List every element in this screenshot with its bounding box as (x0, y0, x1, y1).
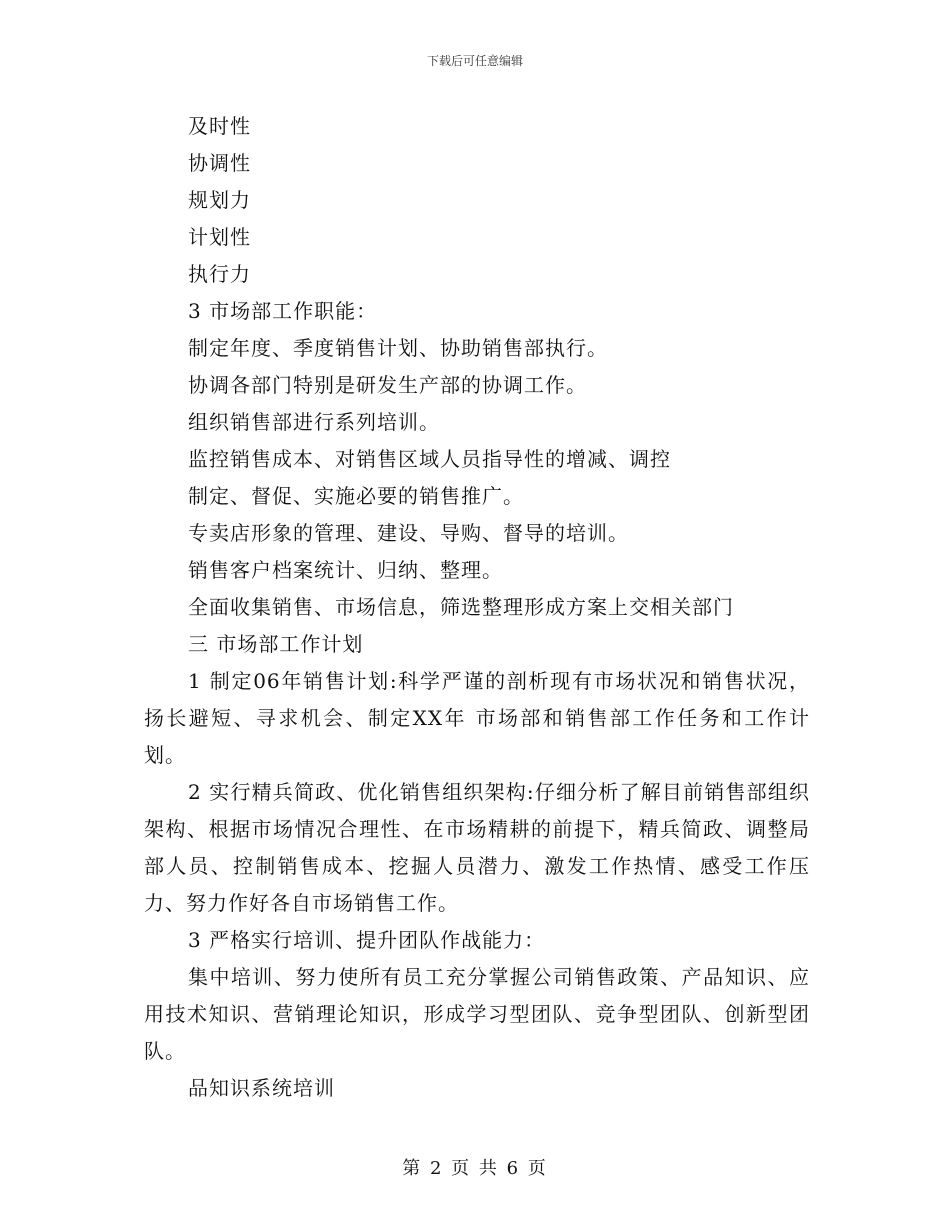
list-line: 制定年度、季度销售计划、协助销售部执行。 (188, 336, 608, 360)
list-line: 监控销售成本、对销售区域人员指导性的增减、调控 (188, 447, 671, 471)
paragraph: 集中培训、努力使所有员工充分掌握公司销售政策、产品知识、应用技术知识、营销理论知识，形成学习型团队、竞争型团队、创新型团队。 (144, 965, 810, 1063)
section-heading: 3 市场部工作职能： (188, 299, 378, 323)
list-line: 协调各部门特别是研发生产部的协调工作。 (188, 373, 587, 397)
list-line: 及时性 (188, 114, 251, 138)
page-header: 下载后可任意编辑 (426, 54, 523, 68)
list-line: 规划力 (188, 188, 251, 212)
paragraph: 品知识系统培训 (188, 1076, 335, 1100)
list-line: 计划性 (188, 225, 251, 249)
paragraph: 3 严格实行培训、提升团队作战能力： (188, 928, 546, 952)
paragraph: 1 制定06年销售计划:科学严谨的剖析现有市场状况和销售状况，扬长避短、寻求机会、制定XX年 市场部和销售部工作任务和工作计划。 (144, 669, 810, 767)
page-footer: 第 2 页 共 6 页 (402, 1158, 548, 1179)
document-body (144, 108, 810, 1107)
list-line: 执行力 (188, 262, 251, 286)
list-line: 专卖店形象的管理、建设、导购、督导的培训。 (188, 521, 629, 545)
list-line: 制定、督促、实施必要的销售推广。 (188, 484, 524, 508)
list-line: 组织销售部进行系列培训。 (188, 410, 440, 434)
list-line: 全面收集销售、市场信息，筛选整理形成方案上交相关部门 (188, 595, 734, 619)
section-heading: 三 市场部工作计划 (188, 632, 364, 656)
paragraph: 2 实行精兵简政、优化销售组织架构:仔细分析了解目前销售部组织架构、根据市场情况合理性、在市场精耕的前提下，精兵简政、调整局部人员、控制销售成本、挖掘人员潜力、激发工作热情、感受工作压力、努力作好各自市场销售工作。 (144, 780, 810, 915)
list-line: 销售客户档案统计、归纳、整理。 (188, 558, 503, 582)
list-line: 协调性 (188, 151, 251, 175)
